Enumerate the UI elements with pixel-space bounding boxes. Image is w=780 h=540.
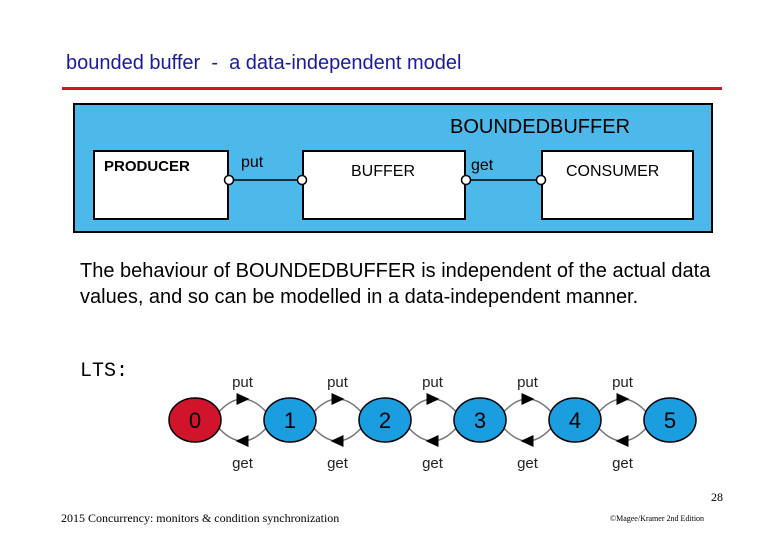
put-arrow-icon (617, 393, 630, 405)
lts-state-label: 1 (283, 408, 297, 433)
consumer-process-box (541, 150, 694, 220)
get-arrow-icon (331, 435, 344, 447)
lts-state-label: 2 (378, 408, 392, 433)
get-transition-label: get (327, 455, 348, 472)
get-transition-label: get (612, 455, 633, 472)
boundedbuffer-label: BOUNDEDBUFFER (450, 116, 631, 138)
put-transition-label: put (327, 374, 348, 391)
get-arrow-icon (236, 435, 249, 447)
get-transition-label: get (422, 455, 443, 472)
put-transition-label: put (232, 374, 253, 391)
put-transition-label: put (422, 374, 443, 391)
slide-title: bounded buffer - a data-independent model (66, 52, 462, 74)
consumer-label: CONSUMER (566, 163, 660, 180)
get-arrow-icon (426, 435, 439, 447)
put-arrow-icon (427, 393, 440, 405)
get-transition-label: get (232, 455, 253, 472)
put-arrow-icon (522, 393, 535, 405)
put-action-label: put (241, 154, 264, 171)
lts-diagram (150, 365, 730, 475)
page-number: 28 (711, 490, 723, 504)
get-arrow-icon (616, 435, 629, 447)
title-underline (62, 87, 722, 90)
producer-label: PRODUCER (104, 158, 190, 175)
lts-state-label: 3 (473, 408, 487, 433)
lts-label: LTS: (80, 360, 129, 383)
lts-state-label: 4 (568, 408, 582, 433)
lts-state-label: 5 (663, 408, 677, 433)
description-text: The behaviour of BOUNDEDBUFFER is independent of the actual data values, and so can be modelled in a data-independent manner. (80, 260, 711, 308)
buffer-label: BUFFER (351, 163, 415, 180)
footer-copyright: ©Magee/Kramer 2nd Edition (610, 514, 705, 523)
put-transition-label: put (517, 374, 538, 391)
put-arrow-icon (332, 393, 345, 405)
put-transition-label: put (612, 374, 633, 391)
get-transition-label: get (517, 455, 538, 472)
put-arrow-icon (237, 393, 250, 405)
footer-course-title: 2015 Concurrency: monitors & condition synchronization (61, 511, 340, 525)
lts-state-label: 0 (188, 408, 202, 433)
get-arrow-icon (521, 435, 534, 447)
get-action-label: get (471, 157, 494, 174)
buffer-process-box (302, 150, 466, 220)
